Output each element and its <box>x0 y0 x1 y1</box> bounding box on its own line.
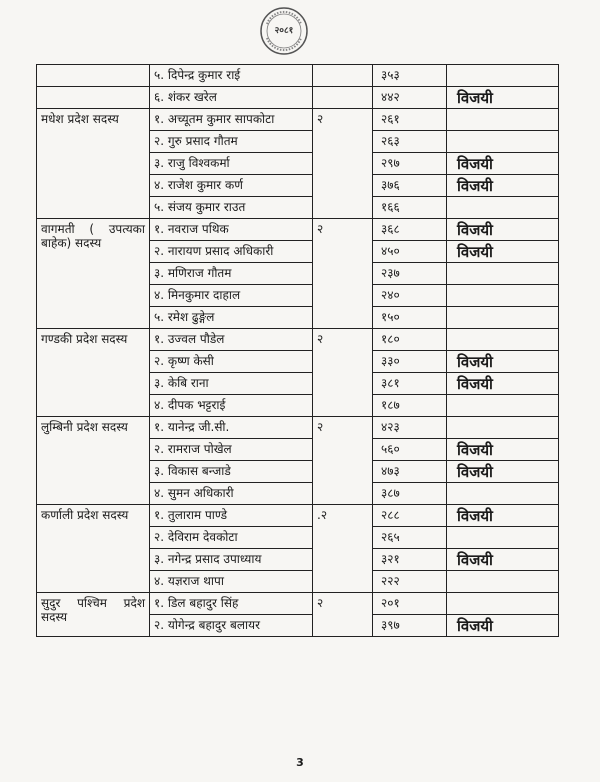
votes-cell: २२२ <box>373 571 447 593</box>
quota-cell: २ <box>313 109 373 219</box>
result-cell <box>447 483 559 505</box>
table-row <box>37 87 559 109</box>
candidate-cell: ३. केबि राना <box>150 373 313 395</box>
result-cell: विजयी <box>447 153 559 175</box>
candidate-cell: १. तुलाराम पाण्डे <box>150 505 313 527</box>
table-row <box>37 219 559 241</box>
quota-cell: २ <box>313 593 373 637</box>
category-cell: मधेश प्रदेश सदस्य <box>37 109 150 219</box>
votes-cell: ४४२ <box>373 87 447 109</box>
result-cell <box>447 131 559 153</box>
result-cell <box>447 593 559 615</box>
votes-cell: १६६ <box>373 197 447 219</box>
category-cell: सुदुर पश्चिम प्रदेश सदस्य <box>37 593 150 637</box>
quota-cell: २ <box>313 417 373 505</box>
result-cell: विजयी <box>447 241 559 263</box>
result-cell: विजयी <box>447 505 559 527</box>
category-cell: गण्डकी प्रदेश सदस्य <box>37 329 150 417</box>
candidate-cell: ५. रमेश ढुङ्गेल <box>150 307 313 329</box>
category-cell <box>37 87 150 109</box>
votes-cell: ३९७ <box>373 615 447 637</box>
result-cell: विजयी <box>447 461 559 483</box>
result-cell: विजयी <box>447 549 559 571</box>
candidate-cell: २. गुरु प्रसाद गौतम <box>150 131 313 153</box>
votes-cell: ५६० <box>373 439 447 461</box>
votes-cell: ३७६ <box>373 175 447 197</box>
votes-cell: ३३० <box>373 351 447 373</box>
votes-cell: २४० <box>373 285 447 307</box>
result-cell: विजयी <box>447 87 559 109</box>
candidate-cell: १. उज्वल पौडेल <box>150 329 313 351</box>
votes-cell: १८७ <box>373 395 447 417</box>
table-row <box>37 417 559 439</box>
result-cell <box>447 571 559 593</box>
votes-cell: २८८ <box>373 505 447 527</box>
votes-cell: ४२३ <box>373 417 447 439</box>
candidate-cell: १. अच्यूतम कुमार सापकोटा <box>150 109 313 131</box>
candidate-cell: ४. यज्ञराज थापा <box>150 571 313 593</box>
votes-cell: ४५० <box>373 241 447 263</box>
candidate-cell: ३. राजु विश्वकर्मा <box>150 153 313 175</box>
result-cell <box>447 417 559 439</box>
votes-cell: ३५३ <box>373 65 447 87</box>
votes-cell: २३७ <box>373 263 447 285</box>
table-row <box>37 593 559 615</box>
candidate-cell: ४. सुमन अधिकारी <box>150 483 313 505</box>
result-cell <box>447 109 559 131</box>
table-row <box>37 109 559 131</box>
table-row <box>37 65 559 87</box>
result-cell: विजयी <box>447 219 559 241</box>
candidate-cell: ४. दीपक भट्टराई <box>150 395 313 417</box>
votes-cell: २६३ <box>373 131 447 153</box>
votes-cell: २६५ <box>373 527 447 549</box>
candidate-cell: २. नारायण प्रसाद अधिकारी <box>150 241 313 263</box>
quota-cell <box>313 87 373 109</box>
result-cell: विजयी <box>447 439 559 461</box>
result-cell: विजयी <box>447 615 559 637</box>
candidate-cell: ३. विकास बन्जाडे <box>150 461 313 483</box>
candidate-cell: २. कृष्ण केसी <box>150 351 313 373</box>
votes-cell: ४७३ <box>373 461 447 483</box>
candidate-cell: १. नवराज पथिक <box>150 219 313 241</box>
result-cell: विजयी <box>447 175 559 197</box>
votes-cell: ३८७ <box>373 483 447 505</box>
result-cell <box>447 395 559 417</box>
candidate-cell: ५. संजय कुमार राउत <box>150 197 313 219</box>
quota-cell: .२ <box>313 505 373 593</box>
result-cell: विजयी <box>447 351 559 373</box>
candidate-cell: ६. शंकर खरेल <box>150 87 313 109</box>
votes-cell: १५० <box>373 307 447 329</box>
votes-cell: २६१ <box>373 109 447 131</box>
votes-cell: २०१ <box>373 593 447 615</box>
quota-cell <box>313 65 373 87</box>
table-row <box>37 329 559 351</box>
votes-cell: ३६८ <box>373 219 447 241</box>
category-cell: वागमती ( उपत्यका बाहेक) सदस्य <box>37 219 150 329</box>
table-row <box>37 505 559 527</box>
result-cell <box>447 197 559 219</box>
seal-year: २०८१ <box>274 26 294 36</box>
candidate-cell: २. योगेन्द्र बहादुर बलायर <box>150 615 313 637</box>
candidate-cell: १. डिल बहादुर सिंह <box>150 593 313 615</box>
result-cell <box>447 285 559 307</box>
result-cell <box>447 307 559 329</box>
votes-cell: ३२१ <box>373 549 447 571</box>
candidate-cell: ५. दिपेन्द्र कुमार राई <box>150 65 313 87</box>
category-cell: लुम्बिनी प्रदेश सदस्य <box>37 417 150 505</box>
candidate-cell: २. रामराज पोखेल <box>150 439 313 461</box>
quota-cell: २ <box>313 219 373 329</box>
candidate-cell: ४. मिनकुमार दाहाल <box>150 285 313 307</box>
candidate-cell: २. देविराम देवकोटा <box>150 527 313 549</box>
result-cell <box>447 329 559 351</box>
election-results-table <box>36 64 559 637</box>
category-cell <box>37 65 150 87</box>
result-cell <box>447 263 559 285</box>
candidate-cell: १. यानेन्द्र जी.सी. <box>150 417 313 439</box>
result-cell <box>447 527 559 549</box>
candidate-cell: ३. मणिराज गौतम <box>150 263 313 285</box>
page-number: 3 <box>296 756 304 769</box>
votes-cell: २९७ <box>373 153 447 175</box>
result-cell: विजयी <box>447 373 559 395</box>
votes-cell: ३८१ <box>373 373 447 395</box>
votes-cell: १८० <box>373 329 447 351</box>
quota-cell: २ <box>313 329 373 417</box>
candidate-cell: ४. राजेश कुमार कर्ण <box>150 175 313 197</box>
candidate-cell: ३. नगेन्द्र प्रसाद उपाध्याय <box>150 549 313 571</box>
result-cell <box>447 65 559 87</box>
category-cell: कर्णाली प्रदेश सदस्य <box>37 505 150 593</box>
